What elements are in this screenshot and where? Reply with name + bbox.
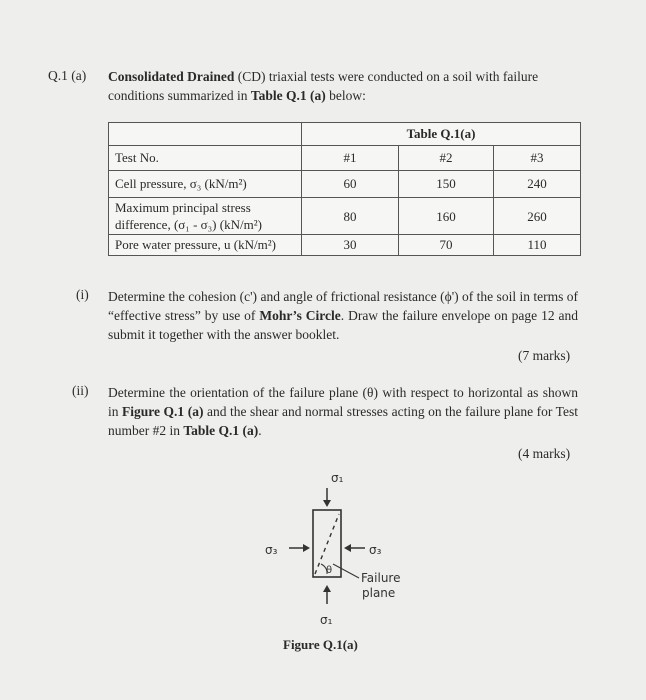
part-ii-text-1: Determine the orientation of the failure plane (θ) with respect to horizontal as shown in [108,385,578,419]
row-label-line-2: difference, (σ₁ - σ₃) (kN/m²) [115,217,262,232]
table-header-row [109,146,581,171]
figure-q1a [255,470,425,630]
row-label-stress-difference [109,198,302,235]
header-test-3: #3 [494,146,581,171]
part-ii-bold-1: Figure Q.1 (a) [122,404,204,419]
part-i-text [108,287,578,344]
failure-label-2: plane [362,586,396,600]
sigma3-right-label: σ₃ [369,543,382,557]
table-row [109,198,581,235]
row-label-pore-pressure: Pore water pressure, u (kN/m²) [109,235,302,256]
part-ii-text-2: and the shear and normal stresses acting on the failure plane for Test number #2 in [108,404,578,438]
theta-label: θ [326,565,333,576]
header-test-1: #1 [302,146,399,171]
cell-value: 60 [302,171,399,198]
failure-label-1: Failure [361,571,401,585]
failure-plane-leader [333,564,359,578]
part-i-text-2: . Draw the failure envelope on page 12 and submit it together with the answer booklet. [108,308,578,342]
table-row [109,235,581,256]
table-row [109,171,581,198]
part-i-number: (i) [76,287,89,302]
part-ii-text-3: . [258,423,262,438]
table-caption: Table Q.1(a) [302,123,581,146]
intro-text-2: below: [325,88,366,103]
sigma1-top-label: σ₁ [331,471,344,485]
question-number: Q.1 (a) [48,68,87,83]
part-i-marks: (7 marks) [518,348,571,363]
figure-caption: Figure Q.1(a) [283,637,358,652]
cell-value: 150 [399,171,494,198]
header-test-2: #2 [399,146,494,171]
part-ii-bold-2: Table Q.1 (a) [183,423,259,438]
intro-text-1: (CD) triaxial tests were conducted on a soil with failure conditions summarized in [108,69,539,103]
row-label-line-1: Maximum principal stress [115,200,251,215]
question-intro [108,67,586,105]
header-test-no: Test No. [109,146,302,171]
part-ii-number: (ii) [72,383,89,398]
intro-bold: Consolidated Drained [108,69,235,84]
row-label-cell-pressure: Cell pressure, σ₃ (kN/m²) [109,171,302,198]
part-ii-text [108,383,578,440]
intro-table-ref: Table Q.1 (a) [250,88,326,103]
cell-value: 30 [302,235,399,256]
sigma1-top-arrowhead [323,500,331,507]
sigma3-left-arrowhead [303,544,310,552]
sigma1-bottom-label: σ₁ [320,613,333,627]
part-i-text-1: Determine the cohesion (c') and angle of frictional resistance (ϕ') of the soil in terms of “effective stress” by use of [108,289,578,323]
cell-value: 70 [399,235,494,256]
cell-value: 80 [302,198,399,235]
cell-value: 110 [494,235,581,256]
cell-value: 160 [399,198,494,235]
cell-value: 260 [494,198,581,235]
sigma3-left-label: σ₃ [265,543,278,557]
cell-value: 240 [494,171,581,198]
part-ii-marks: (4 marks) [518,446,571,461]
part-i-bold: Mohr’s Circle [259,308,341,323]
data-table [108,122,581,256]
